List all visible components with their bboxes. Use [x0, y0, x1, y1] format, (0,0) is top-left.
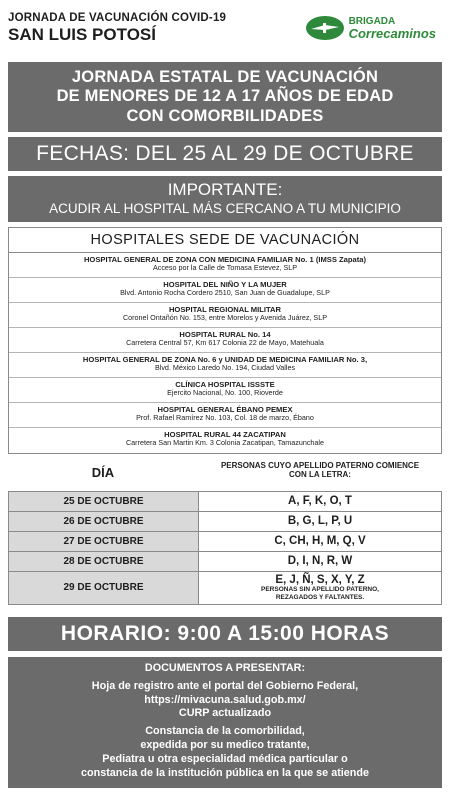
letters-column-header: PERSONAS CUYO APELLIDO PATERNO COMIENCE CON LA LETRA: — [220, 460, 420, 480]
hospital-name: HOSPITAL GENERAL DE ZONA No. 6 y UNIDAD DE MEDICINA FAMILIAR No. 3, — [82, 354, 368, 364]
title-line-2: DE MENORES DE 12 A 17 AÑOS DE EDAD — [56, 87, 394, 106]
hospital-item — [9, 303, 441, 328]
letters-cell: C, CH, H, M, Q, V — [274, 535, 366, 548]
hospital-item — [9, 253, 441, 278]
day-cell: 29 DE OCTUBRE — [9, 572, 199, 604]
state-name: SAN LUIS POTOSÍ — [8, 25, 156, 44]
day-column-header: DÍA — [91, 464, 115, 480]
document-link[interactable]: https://mivacuna.salud.gob.mx/ — [144, 693, 306, 706]
letters-note: REZAGADOS Y FALTANTES. — [275, 593, 365, 601]
hospital-address: Carretera San Martin Km. 3 Colonia Zacatipan, Tamazunchale — [125, 438, 325, 447]
document-item: Constancia de la comorbilidad, — [145, 725, 305, 738]
letters-cell: A, F, K, O, T — [288, 495, 352, 508]
table-row — [9, 532, 441, 552]
hospital-address: Blvd. Antonio Rocha Cordero 2510, San Juan de Guadalupe, SLP — [120, 288, 330, 297]
documents-title: DOCUMENTOS A PRESENTAR: — [144, 661, 306, 674]
schedule-table — [8, 491, 442, 605]
documents-panel — [8, 657, 442, 789]
day-cell: 27 DE OCTUBRE — [9, 532, 199, 551]
hospital-address: Prof. Rafael Ramírez No. 103, Col. 18 de marzo, Ébano — [136, 413, 314, 422]
day-cell: 26 DE OCTUBRE — [9, 512, 199, 531]
dates-banner: FECHAS: DEL 25 AL 29 DE OCTUBRE — [8, 137, 442, 171]
title-line-3: CON COMORBILIDADES — [126, 106, 324, 125]
header — [8, 6, 442, 58]
hospital-item — [9, 353, 441, 378]
hospital-name: HOSPITAL RURAL 44 ZACATIPAN — [164, 429, 286, 439]
hospitals-title: HOSPITALES SEDE DE VACUNACIÓN — [9, 228, 441, 253]
document-item: Hoja de registro ante el portal del Gobierno Federal, — [91, 679, 359, 692]
campaign-title: JORNADA DE VACUNACIÓN COVID-19 — [8, 12, 227, 24]
letters-value: E, J, Ñ, S, X, Y, Z — [275, 574, 365, 587]
document-item: expedida por su medico tratante, — [140, 738, 310, 751]
hospital-name: HOSPITAL GENERAL DE ZONA CON MEDICINA FAMILIAR No. 1 (IMSS Zapata) — [83, 254, 367, 264]
table-row — [9, 552, 441, 572]
letters-cell — [199, 572, 441, 604]
day-cell: 25 DE OCTUBRE — [9, 492, 199, 511]
brigada-logo — [305, 6, 442, 42]
day-cell: 28 DE OCTUBRE — [9, 552, 199, 571]
table-row — [9, 492, 441, 512]
hospital-address: Ejercito Nacional, No. 100, Rioverde — [167, 388, 283, 397]
hospital-name: HOSPITAL RURAL No. 14 — [179, 329, 271, 339]
important-text: ACUDIR AL HOSPITAL MÁS CERCANO A TU MUNICIPIO — [49, 200, 401, 216]
schedule-header — [8, 461, 442, 491]
schedule-hours-banner: HORARIO: 9:00 A 15:00 HORAS — [8, 617, 442, 651]
title-line-1: JORNADA ESTATAL DE VACUNACIÓN — [71, 68, 379, 86]
hospital-item — [9, 278, 441, 303]
hospital-address: Blvd. México Laredo No. 194, Ciudad Valles — [154, 363, 296, 372]
brand-line-2: Correcaminos — [348, 25, 436, 41]
hospital-address: Acceso por la Calle de Tomasa Estevez, SLP — [152, 263, 298, 272]
hospitals-table — [8, 227, 442, 454]
important-banner — [8, 176, 442, 222]
letters-cell: D, I, N, R, W — [287, 555, 353, 568]
hospital-item — [9, 403, 441, 428]
main-title — [8, 62, 442, 132]
table-row — [9, 512, 441, 532]
important-title: IMPORTANTE: — [167, 179, 283, 199]
document-item: CURP actualizado — [178, 707, 272, 720]
hospital-name: CLÍNICA HOSPITAL ISSSTE — [175, 379, 275, 389]
hospital-address: Carretera Central 57, Km 617 Colonia 22 de Mayo, Matehuala — [126, 338, 324, 347]
hospital-item — [9, 428, 441, 453]
document-item: Pediatra u otra especialidad médica particular o — [102, 752, 348, 765]
hospital-name: HOSPITAL DEL NIÑO Y LA MUJER — [163, 279, 287, 289]
letters-cell: B, G, L, P, U — [287, 515, 353, 528]
hospital-address: Coronel Ontañón No. 153, entre Morelos y Avenida Juárez, SLP — [122, 313, 328, 322]
hospital-item — [9, 328, 441, 353]
hospital-item — [9, 378, 441, 403]
letters-note: PERSONAS SIN APELLIDO PATERNO, — [261, 586, 379, 594]
hospital-name: HOSPITAL REGIONAL MILITAR — [168, 304, 282, 314]
document-item: constancia de la institución pública en la que se atiende — [81, 766, 369, 779]
table-row — [9, 572, 441, 604]
runner-logo-icon — [305, 14, 345, 42]
hospital-name: HOSPITAL GENERAL ÉBANO PEMEX — [157, 404, 293, 414]
brand-line-1: BRIGADA — [348, 15, 396, 27]
